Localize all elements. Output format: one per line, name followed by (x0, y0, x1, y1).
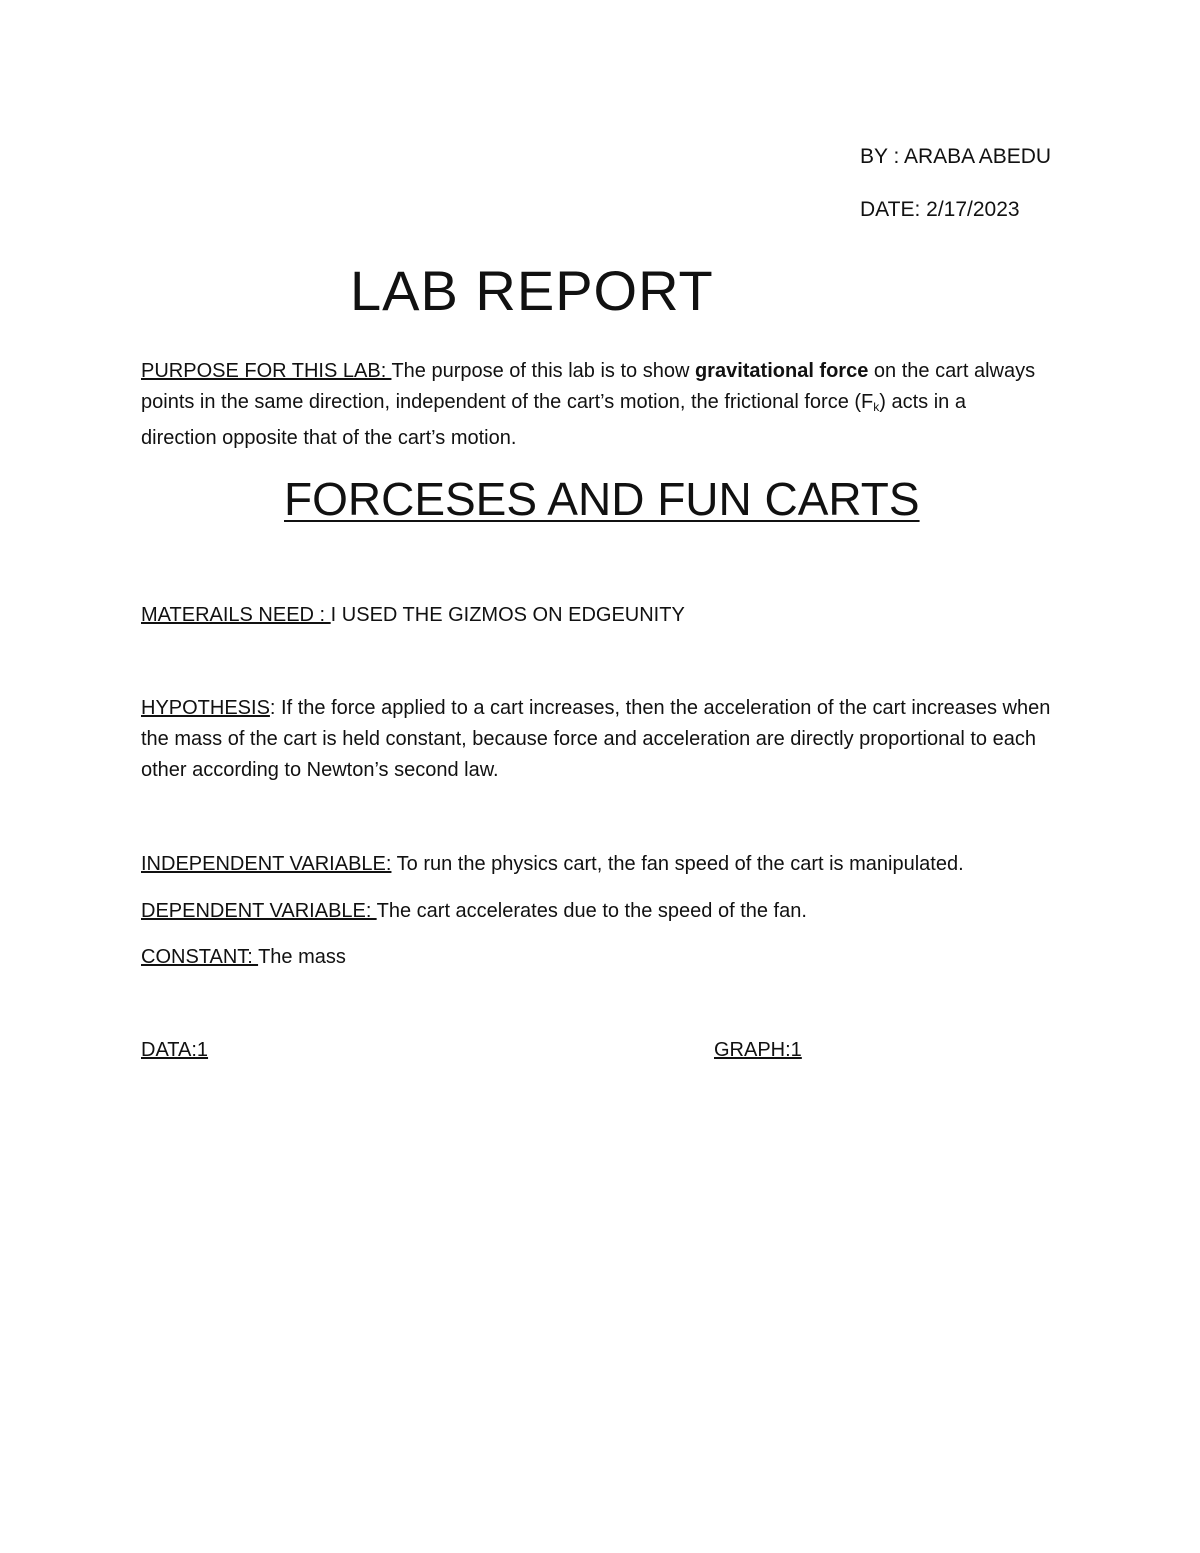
purpose-text-2: on the cart always points in the same direction, independent of the cart’s motion, the frictional force (F (141, 360, 1036, 413)
purpose-text-3: ) acts in a direction opposite that of the cart’s motion. (141, 391, 966, 449)
hypothesis-text: : If the force applied to a cart increases, then the acceleration of the cart increases when the mass of the cart is held constant, because force and acceleration are directly proportional to each other according to Newton’s second law. (141, 697, 1051, 781)
author-line (860, 145, 1051, 169)
constant-line (141, 942, 346, 973)
dependent-variable-line (141, 896, 807, 927)
graph-label: GRAPH:1 (714, 1039, 802, 1061)
purpose-label: PURPOSE FOR THIS LAB: (141, 360, 392, 382)
main-heading: FORCESES AND FUN CARTS (284, 473, 920, 525)
materials-text: I USED THE GIZMOS ON EDGEUNITY (330, 604, 685, 626)
by-label: BY : (860, 145, 900, 168)
purpose-subscript: k (873, 400, 880, 414)
constant-text: The mass (258, 946, 346, 968)
dependent-text: The cart accelerates due to the speed of the fan. (376, 900, 807, 922)
author-name: ARABA ABEDU (904, 145, 1052, 168)
independent-text: To run the physics cart, the fan speed of the cart is manipulated. (391, 853, 964, 875)
date-line (860, 198, 1020, 222)
materials-line (141, 600, 685, 631)
purpose-paragraph (141, 356, 1041, 454)
constant-label: CONSTANT: (141, 946, 259, 968)
hypothesis-label: HYPOTHESIS (141, 697, 270, 719)
purpose-bold-term: gravitational force (694, 360, 869, 382)
materials-label: MATERAILS NEED : (141, 604, 331, 626)
purpose-text-1: The purpose of this lab is to show (391, 360, 695, 382)
document-title: LAB REPORT (350, 259, 714, 322)
hypothesis-paragraph (141, 693, 1061, 786)
data-label: DATA:1 (141, 1039, 209, 1061)
dependent-label: DEPENDENT VARIABLE: (141, 900, 377, 922)
date-label: DATE: (860, 198, 921, 221)
date-value: 2/17/2023 (926, 198, 1020, 221)
independent-label: INDEPENDENT VARIABLE: (141, 853, 392, 875)
independent-variable-line (141, 849, 964, 880)
